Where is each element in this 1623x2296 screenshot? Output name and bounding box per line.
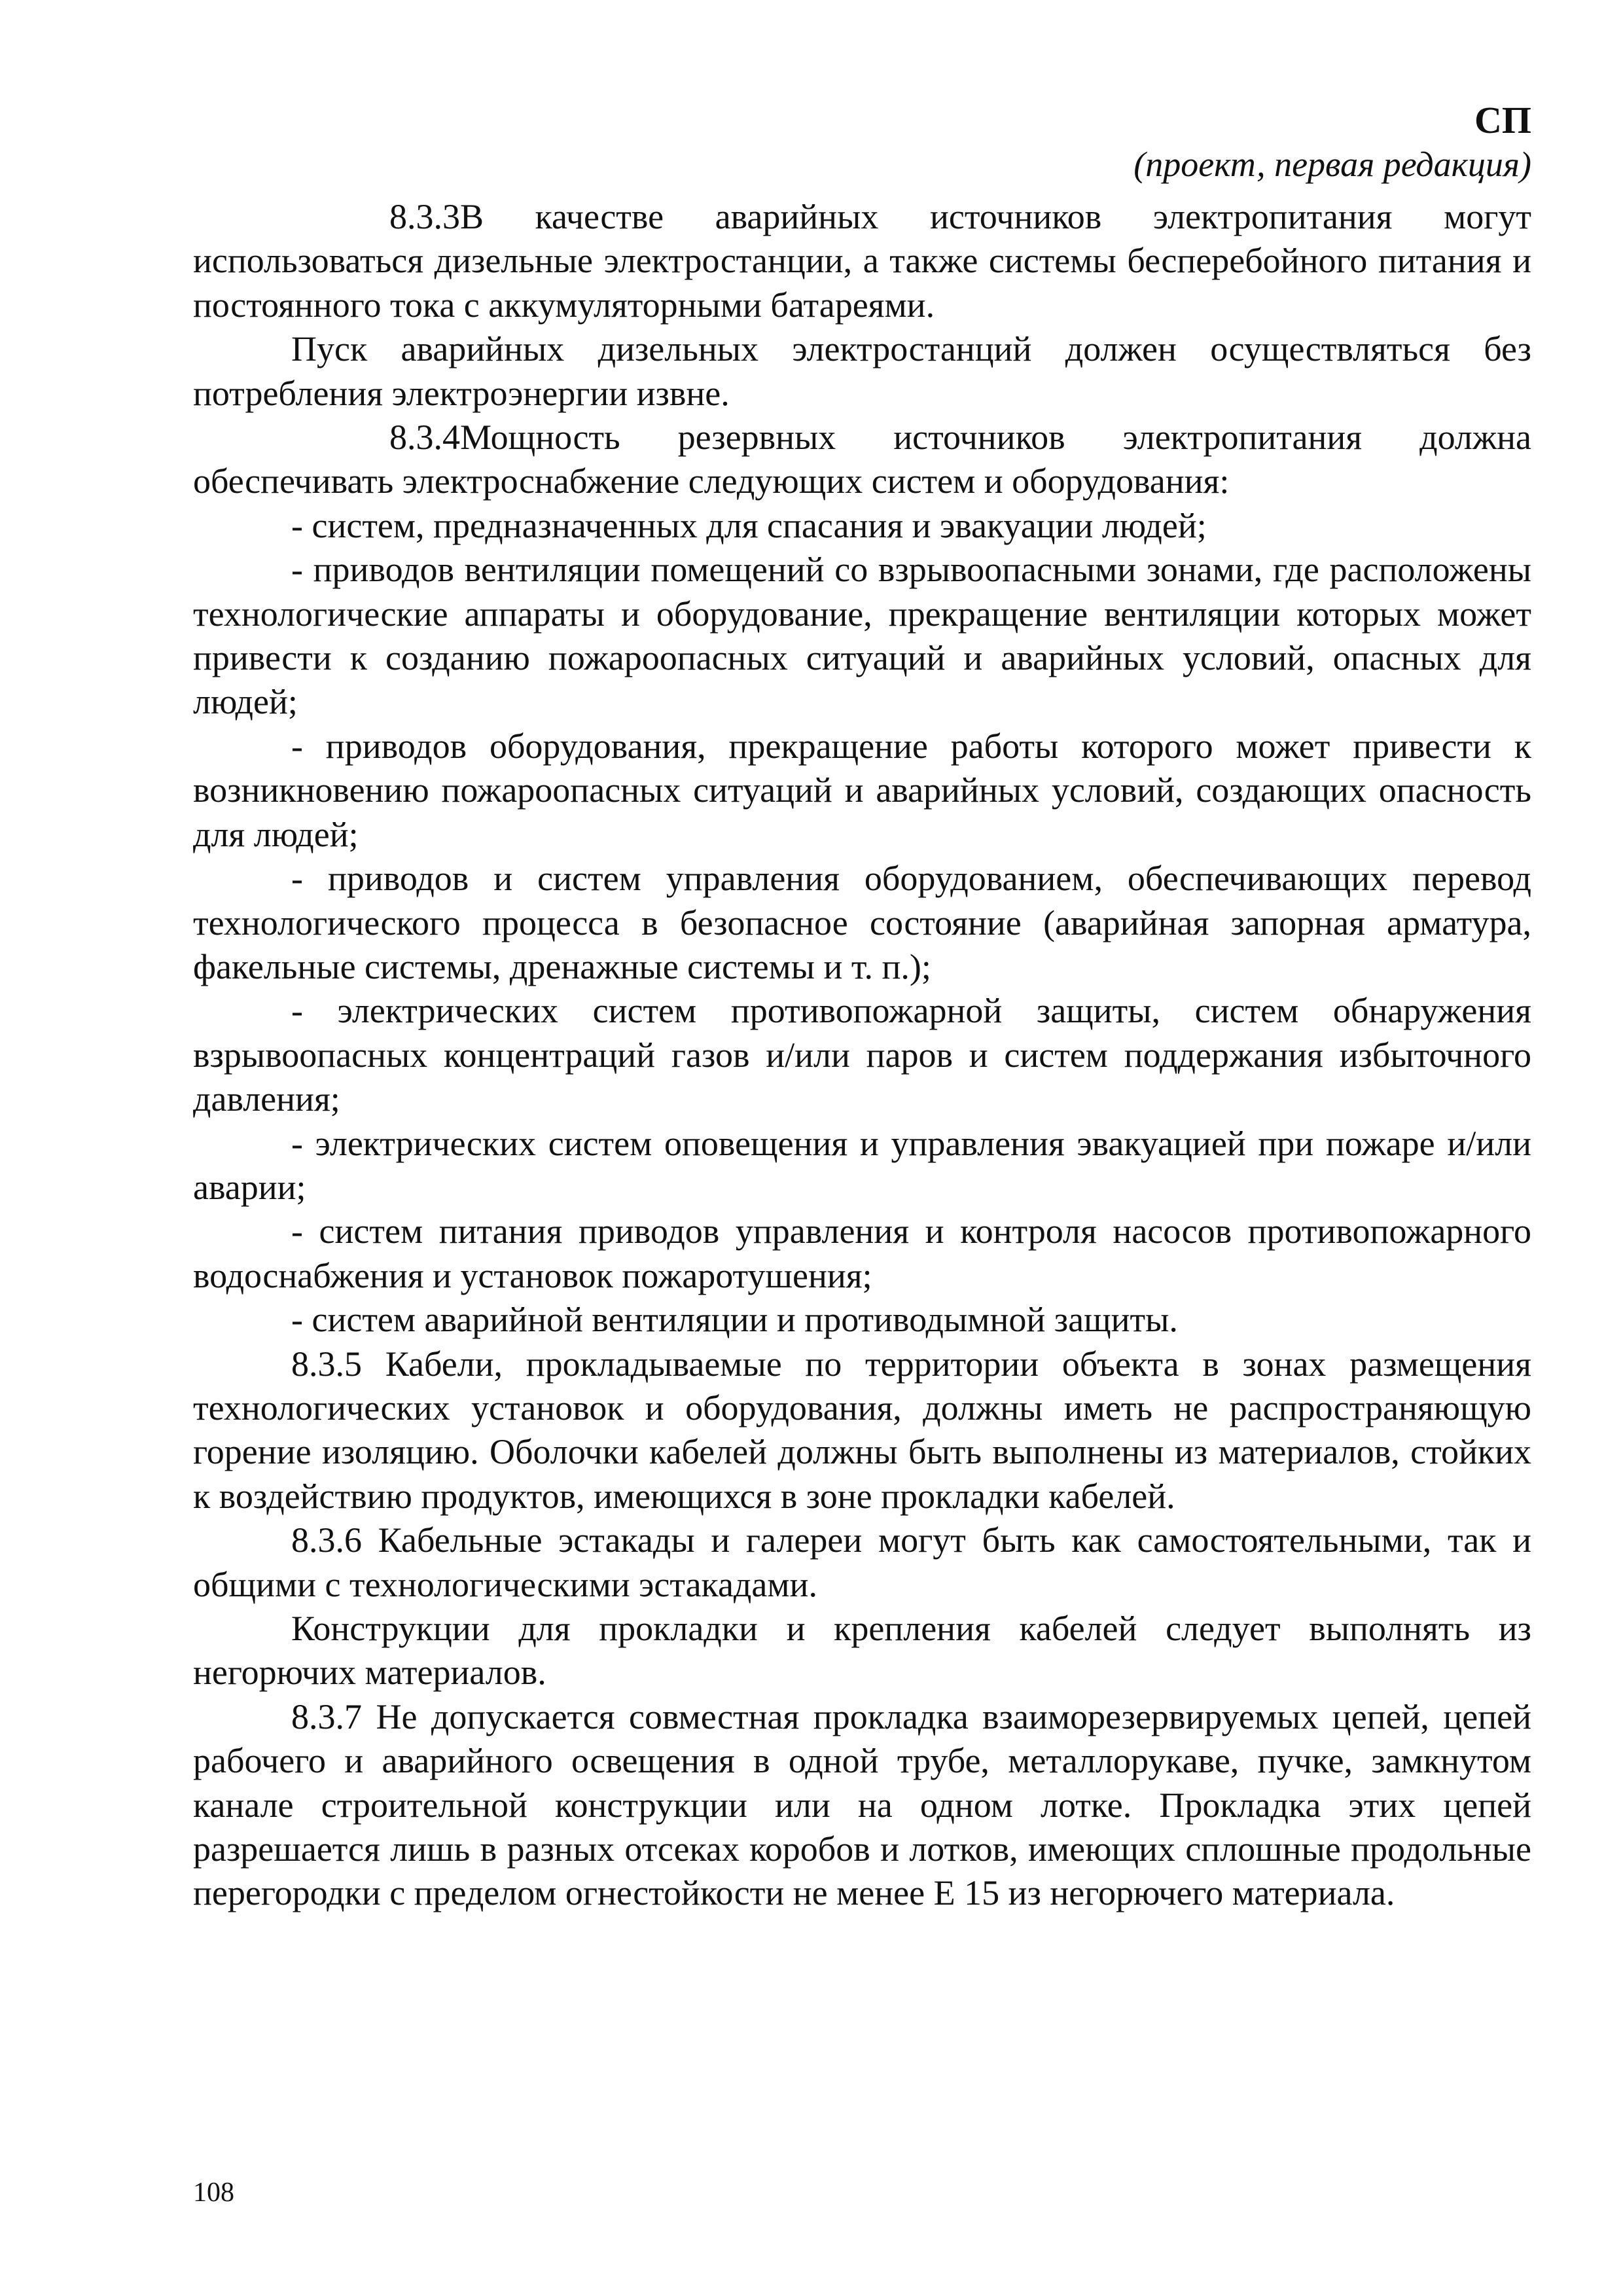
paragraph-text: 8.3.7 Не допускается совместная прокладка взаиморезервируемых цепей, цепей рабочего и аварийного освещения в одной трубе, металлорукаве, пучке, замкнутом канале строительной конструкции или на одном лотке. Прокладка этих цепей разрешается лишь в разных отсеках коробов и лотков, имеющих сплошные продольные перегородки с пределом огнестойкости не менее Е 15 из негорючего материала. xyxy=(193,1696,1531,1913)
paragraph-8-3-6 xyxy=(193,1518,1531,1607)
list-item xyxy=(193,1210,1531,1298)
paragraph-text: - приводов вентиляции помещений со взрывоопасными зонами, где расположены технологические аппараты и оборудование, прекращение вентиляции которых может привести к созданию пожароопасных ситуаций и аварийных условий, опасных для людей; xyxy=(193,550,1531,722)
paragraph-8-3-7 xyxy=(193,1695,1531,1916)
paragraph-text: Мощность резервных источников электропитания должна обеспечивать электроснабжение следующих систем и оборудования: xyxy=(193,418,1531,501)
paragraph-8-3-5 xyxy=(193,1342,1531,1519)
paragraph-text: - электрических систем оповещения и управления эвакуацией при пожаре и/или аварии; xyxy=(193,1123,1531,1207)
list-item xyxy=(193,725,1531,857)
document-code: СП xyxy=(1474,99,1531,141)
clause-number: 8.3.3 xyxy=(389,197,460,236)
paragraph-text: - приводов оборудования, прекращение работы которого может привести к возникновению пожароопасных ситуаций и аварийных условий, создающих опасность для людей; xyxy=(193,726,1531,854)
paragraph-text: В качестве аварийных источников электропитания могут использоваться дизельные электростанции, а также системы бесперебойного питания и постоянного тока с аккумуляторными батареями. xyxy=(193,197,1531,325)
paragraph-8-3-4 xyxy=(193,416,1531,504)
list-item xyxy=(193,548,1531,725)
paragraph-text: Пуск аварийных дизельных электростанций должен осуществляться без потребления электроэнергии извне. xyxy=(193,329,1531,413)
document-body xyxy=(193,195,1531,1916)
paragraph xyxy=(193,327,1531,416)
paragraph-text: - систем питания приводов управления и контроля насосов противопожарного водоснабжения и установок пожаротушения; xyxy=(193,1211,1531,1295)
paragraph-text: 8.3.5 Кабели, прокладываемые по территории объекта в зонах размещения технологических установок и оборудования, должны иметь не распространяющую горение изоляцию. Оболочки кабелей должны быть выполнены из материалов, стойких к воздействию продуктов, имеющихся в зоне прокладки кабелей. xyxy=(193,1344,1531,1516)
document-header xyxy=(1133,98,1531,186)
paragraph-text: - приводов и систем управления оборудованием, обеспечивающих перевод технологического процесса в безопасное состояние (аварийная запорная арматура, факельные системы, дренажные системы и т. п.); xyxy=(193,859,1531,986)
list-item xyxy=(193,989,1531,1121)
paragraph-text: 8.3.6 Кабельные эстакады и галереи могут быть как самостоятельными, так и общими с технологическими эстакадами. xyxy=(193,1520,1531,1604)
list-item xyxy=(193,504,1531,548)
list-item xyxy=(193,1298,1531,1342)
paragraph-text: - электрических систем противопожарной защиты, систем обнаружения взрывоопасных концентраций газов и/или паров и систем поддержания избыточного давления; xyxy=(193,991,1531,1119)
list-item xyxy=(193,857,1531,989)
paragraph-text: - систем, предназначенных для спасания и эвакуации людей; xyxy=(291,505,1207,545)
clause-number: 8.3.4 xyxy=(389,418,460,457)
list-item xyxy=(193,1122,1531,1210)
paragraph-8-3-3 xyxy=(193,195,1531,327)
paragraph-text: Конструкции для прокладки и крепления кабелей следует выполнять из негорючих материалов. xyxy=(193,1609,1531,1693)
paragraph-text: - систем аварийной вентиляции и противодымной защиты. xyxy=(291,1300,1178,1340)
document-edition: (проект, первая редакция) xyxy=(1133,145,1531,184)
page-number: 108 xyxy=(193,2178,234,2208)
paragraph xyxy=(193,1607,1531,1695)
